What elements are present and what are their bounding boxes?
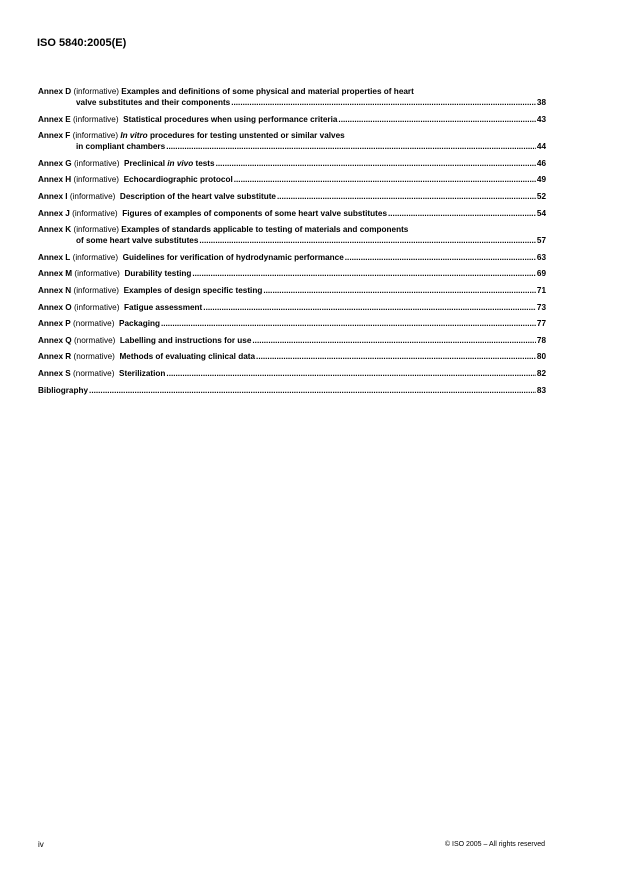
annex-label: Annex L bbox=[38, 252, 71, 262]
annex-title-line1: Examples and definitions of some physical and material properties of heart bbox=[121, 87, 414, 96]
document-header: ISO 5840:2005(E) bbox=[37, 37, 127, 49]
annex-title-line2: of some heart valve substitutes bbox=[76, 236, 199, 246]
page-number: 57 bbox=[536, 236, 546, 246]
annex-type: (informative) bbox=[73, 175, 119, 185]
dot-leader bbox=[199, 235, 535, 246]
annex-type: (informative) bbox=[73, 114, 119, 124]
bibliography-title: Bibliography bbox=[38, 385, 89, 395]
page-number: 73 bbox=[536, 302, 546, 312]
annex-type: (normative) bbox=[73, 319, 115, 329]
page-number: 63 bbox=[536, 252, 546, 262]
annex-label: Annex Q bbox=[38, 335, 72, 345]
toc-entry-annex-e[interactable] bbox=[38, 114, 546, 125]
toc-entry-annex-m[interactable] bbox=[38, 268, 546, 279]
annex-title-line1: procedures for testing unstented or similar valves bbox=[147, 131, 345, 141]
page-number: 80 bbox=[536, 352, 546, 362]
annex-title: Sterilization bbox=[119, 368, 166, 378]
annex-title: Guidelines for verification of hydrodynamic performance bbox=[122, 252, 344, 262]
dot-leader bbox=[338, 114, 535, 125]
dot-leader bbox=[252, 335, 536, 346]
annex-type: (informative) bbox=[73, 225, 119, 235]
annex-title-line1: Examples of standards applicable to testing of materials and components bbox=[121, 225, 409, 235]
annex-title: Description of the heart valve substitute bbox=[119, 191, 276, 201]
page-number: 49 bbox=[536, 175, 546, 185]
toc-entry-bibliography[interactable] bbox=[38, 385, 546, 396]
page-number: 52 bbox=[536, 191, 546, 201]
annex-label: Annex M bbox=[38, 269, 73, 279]
toc-entry-annex-d[interactable] bbox=[38, 86, 546, 108]
toc-entry-annex-k[interactable] bbox=[38, 224, 546, 246]
annex-title-post: tests bbox=[193, 158, 215, 168]
annex-title: Fatigue assessment bbox=[124, 302, 203, 312]
annex-type: (informative) bbox=[73, 285, 119, 295]
annex-title-italic: in vivo bbox=[167, 158, 194, 168]
dot-leader bbox=[231, 97, 536, 108]
annex-label: Annex I bbox=[38, 191, 68, 201]
dot-leader bbox=[89, 385, 536, 396]
toc-entry-annex-q[interactable] bbox=[38, 335, 546, 346]
annex-type: (informative) bbox=[73, 87, 119, 96]
annex-title-italic: In vitro bbox=[120, 131, 148, 141]
page-number: 77 bbox=[536, 319, 546, 329]
page-number: 82 bbox=[536, 368, 546, 378]
annex-title-pre: Preclinical bbox=[124, 158, 168, 168]
annex-label: Annex D bbox=[38, 87, 72, 96]
annex-title-line2: valve substitutes and their components bbox=[76, 98, 231, 107]
annex-title: Durability testing bbox=[124, 269, 192, 279]
annex-type: (normative) bbox=[73, 368, 115, 378]
annex-title: Labelling and instructions for use bbox=[119, 335, 252, 345]
annex-type: (informative) bbox=[69, 191, 116, 201]
annex-type: (informative) bbox=[72, 131, 119, 141]
toc-entry-annex-p[interactable] bbox=[38, 318, 546, 329]
toc-entry-annex-r[interactable] bbox=[38, 351, 546, 362]
annex-type: (normative) bbox=[73, 352, 115, 362]
page-number: 78 bbox=[536, 335, 546, 345]
annex-title: Echocardiographic protocol bbox=[123, 175, 233, 185]
dot-leader bbox=[166, 141, 536, 152]
dot-leader bbox=[234, 174, 536, 185]
annex-label: Annex F bbox=[38, 131, 71, 141]
toc-entry-annex-g[interactable] bbox=[38, 158, 546, 169]
annex-label: Annex G bbox=[38, 158, 72, 168]
annex-type: (informative) bbox=[72, 208, 118, 218]
page-number: 46 bbox=[536, 158, 546, 168]
dot-leader bbox=[216, 158, 536, 169]
dot-leader bbox=[277, 191, 536, 202]
page-number: 38 bbox=[536, 98, 546, 107]
toc-entry-annex-f[interactable] bbox=[38, 130, 546, 152]
toc-entry-annex-j[interactable] bbox=[38, 208, 546, 219]
annex-title-line2: in compliant chambers bbox=[76, 142, 166, 152]
annex-type: (informative) bbox=[74, 269, 120, 279]
annex-title: Methods of evaluating clinical data bbox=[119, 352, 256, 362]
toc-entry-annex-h[interactable] bbox=[38, 174, 546, 185]
dot-leader bbox=[203, 302, 536, 313]
toc-entry-annex-n[interactable] bbox=[38, 285, 546, 296]
annex-label: Annex S bbox=[38, 368, 71, 378]
footer-copyright: © ISO 2005 – All rights reserved bbox=[444, 841, 545, 848]
annex-type: (normative) bbox=[73, 335, 116, 345]
annex-label: Annex H bbox=[38, 175, 72, 185]
dot-leader bbox=[192, 268, 536, 279]
page-number: 71 bbox=[536, 285, 546, 295]
annex-label: Annex E bbox=[38, 114, 71, 124]
dot-leader bbox=[256, 351, 536, 362]
page-number: 44 bbox=[536, 142, 546, 152]
page-number: 43 bbox=[536, 114, 546, 124]
toc-entry-annex-s[interactable] bbox=[38, 368, 546, 379]
annex-title: Packaging bbox=[119, 319, 160, 329]
annex-title: Figures of examples of components of some heart valve substitutes bbox=[122, 208, 387, 218]
toc-entry-annex-l[interactable] bbox=[38, 252, 546, 263]
annex-label: Annex K bbox=[38, 225, 72, 235]
dot-leader bbox=[388, 208, 536, 219]
dot-leader bbox=[345, 252, 536, 263]
annex-label: Annex N bbox=[38, 285, 72, 295]
annex-label: Annex R bbox=[38, 352, 72, 362]
annex-type: (informative) bbox=[73, 158, 120, 168]
page-number: 69 bbox=[536, 269, 546, 279]
page-number: 83 bbox=[536, 385, 546, 395]
annex-label: Annex J bbox=[38, 208, 70, 218]
footer-page-number: iv bbox=[38, 840, 44, 849]
dot-leader bbox=[263, 285, 536, 296]
dot-leader bbox=[161, 318, 536, 329]
annex-type: (informative) bbox=[73, 302, 120, 312]
toc-entry-annex-o[interactable] bbox=[38, 302, 546, 313]
annex-title: Statistical procedures when using performance criteria bbox=[123, 114, 338, 124]
page-number: 54 bbox=[536, 208, 546, 218]
annex-type: (informative) bbox=[72, 252, 119, 262]
annex-label: Annex P bbox=[38, 319, 71, 329]
dot-leader bbox=[166, 368, 535, 379]
annex-label: Annex O bbox=[38, 302, 72, 312]
toc-entry-annex-i[interactable] bbox=[38, 191, 546, 202]
annex-title: Examples of design specific testing bbox=[123, 285, 263, 295]
table-of-contents bbox=[38, 86, 546, 401]
